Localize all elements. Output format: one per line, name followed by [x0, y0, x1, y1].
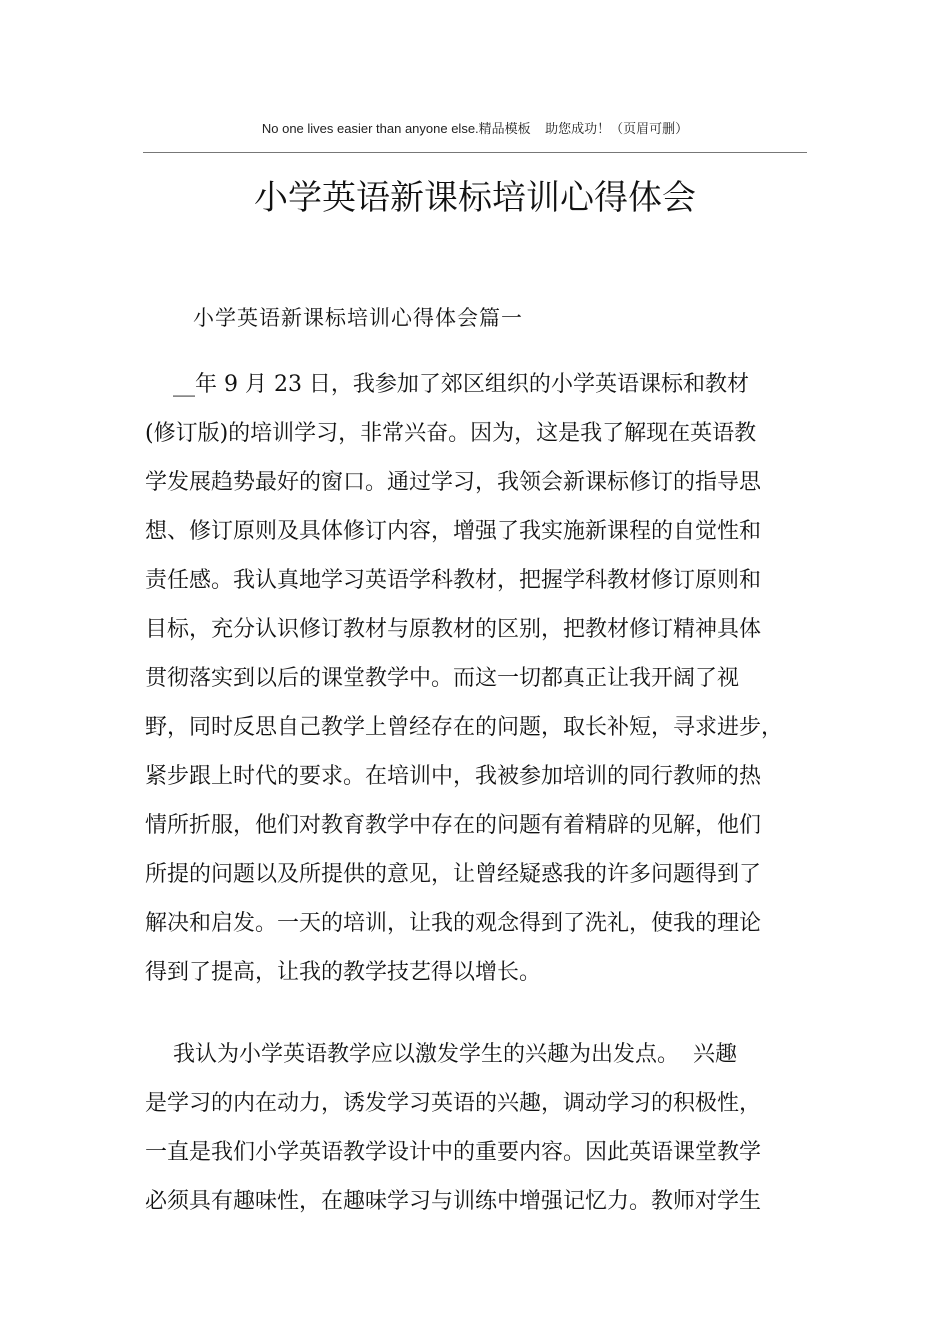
paragraph-line: 所提的问题以及所提供的意见，让曾经疑惑我的许多问题得到了: [145, 862, 762, 887]
paragraph-1: [145, 360, 810, 997]
page-header-text: No one lives easier than anyone else.精品模板 助您成功！（页眉可删）: [261, 121, 689, 136]
paragraph-line: 得到了提高，让我的教学技艺得以增长。: [145, 960, 542, 985]
paragraph-2: [145, 1030, 810, 1226]
paragraph-line: (修订版)的培训学习，非常兴奋。因为，这是我了解现在英语教: [145, 421, 757, 446]
paragraph-line: 野，同时反思自己教学上曾经存在的问题，取长补短，寻求进步，: [145, 715, 784, 740]
section-heading: 小学英语新课标培训心得体会篇一: [193, 306, 523, 330]
paragraph-line: 是学习的内在动力，诱发学习英语的兴趣，调动学习的积极性，: [145, 1091, 762, 1116]
paragraph-line: 一直是我们小学英语教学设计中的重要内容。因此英语课堂教学: [145, 1140, 762, 1165]
paragraph-line: 学发展趋势最好的窗口。通过学习，我领会新课标修订的指导思: [145, 470, 762, 495]
paragraph-line: 责任感。我认真地学习英语学科教材，把握学科教材修订原则和: [145, 568, 762, 593]
paragraph-line: 我认为小学英语教学应以激发学生的兴趣为出发点。 兴趣: [145, 1042, 737, 1067]
paragraph-line: 贯彻落实到以后的课堂教学中。而这一切都真正让我开阔了视: [145, 666, 740, 691]
paragraph-line: 想、修订原则及具体修订内容，增强了我实施新课程的自觉性和: [145, 519, 762, 544]
header-divider: [143, 152, 807, 153]
document-title: 小学英语新课标培训心得体会: [254, 178, 696, 218]
paragraph-line: 必须具有趣味性，在趣味学习与训练中增强记忆力。教师对学生: [145, 1189, 762, 1214]
paragraph-line: 目标，充分认识修订教材与原教材的区别，把教材修订精神具体: [145, 617, 762, 642]
paragraph-line: 情所折服，他们对教育教学中存在的问题有着精辟的见解，他们: [145, 813, 762, 838]
paragraph-line: __年 9 月 23 日，我参加了郊区组织的小学英语课标和教材: [145, 372, 749, 397]
paragraph-line: 解决和启发。一天的培训，让我的观念得到了洗礼，使我的理论: [145, 911, 762, 936]
paragraph-line: 紧步跟上时代的要求。在培训中，我被参加培训的同行教师的热: [145, 764, 762, 789]
